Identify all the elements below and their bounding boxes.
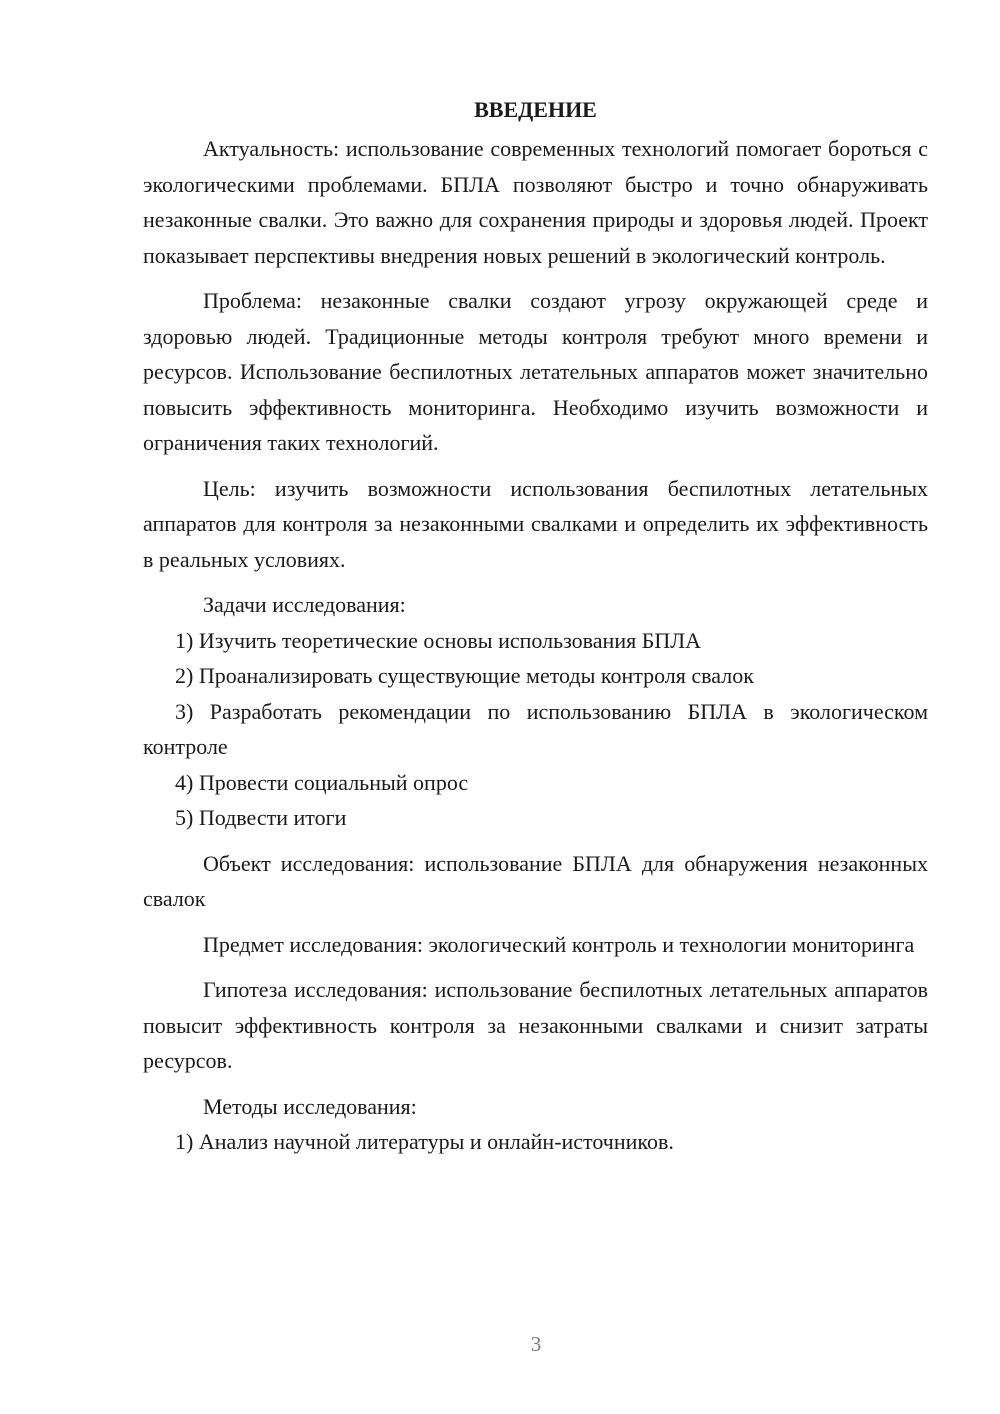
page-title: ВВЕДЕНИЕ (474, 97, 597, 122)
page-content (143, 92, 928, 1160)
method-item: 1) Анализ научной литературы и онлайн-источников. (175, 1129, 674, 1154)
task-item: 2) Проанализировать существующие методы контроля свалок (175, 663, 754, 688)
task-item: 3) Разработать рекомендации по использованию БПЛА в экологическом контроле (143, 698, 928, 759)
paragraph-relevance: Актуальность: использование современных технологий помогает бороться с экологическими проблемами. БПЛА позволяют быстро и точно обнаруживать незаконные свалки. Это важно для сохранения природы и здоровья людей. Проект показывает перспективы внедрения новых решений в экологический контроль. (143, 136, 928, 268)
methods-heading: Методы исследования: (203, 1093, 417, 1119)
task-item: 4) Провести социальный опрос (175, 769, 469, 795)
paragraph-subject: Предмет исследования: экологический контроль и технологии мониторинга (203, 931, 915, 957)
paragraph-hypothesis: Гипотеза исследования: использование беспилотных летательных аппаратов повысит эффективность контроля за незаконными свалками и снизит затраты ресурсов. (143, 977, 928, 1073)
paragraph-problem: Проблема: незаконные свалки создают угрозу окружающей среде и здоровью людей. Традиционные методы контроля требуют много времени и ресурсов. Использование беспилотных летательных аппаратов может значительно повысить эффективность мониторинга. Необходимо изучить возможности и ограничения таких технологий. (143, 288, 928, 455)
tasks-heading: Задачи исследования: (203, 592, 406, 617)
paragraph-object: Объект исследования: использование БПЛА для обнаружения незаконных свалок (143, 850, 928, 911)
task-item: 5) Подвести итоги (175, 805, 347, 830)
task-item: 1) Изучить теоретические основы использования БПЛА (175, 627, 702, 653)
page-number: 3 (530, 1332, 542, 1356)
paragraph-goal: Цель: изучить возможности использования беспилотных летательных аппаратов для контроля за незаконными свалками и определить их эффективность в реальных условиях. (143, 475, 928, 572)
